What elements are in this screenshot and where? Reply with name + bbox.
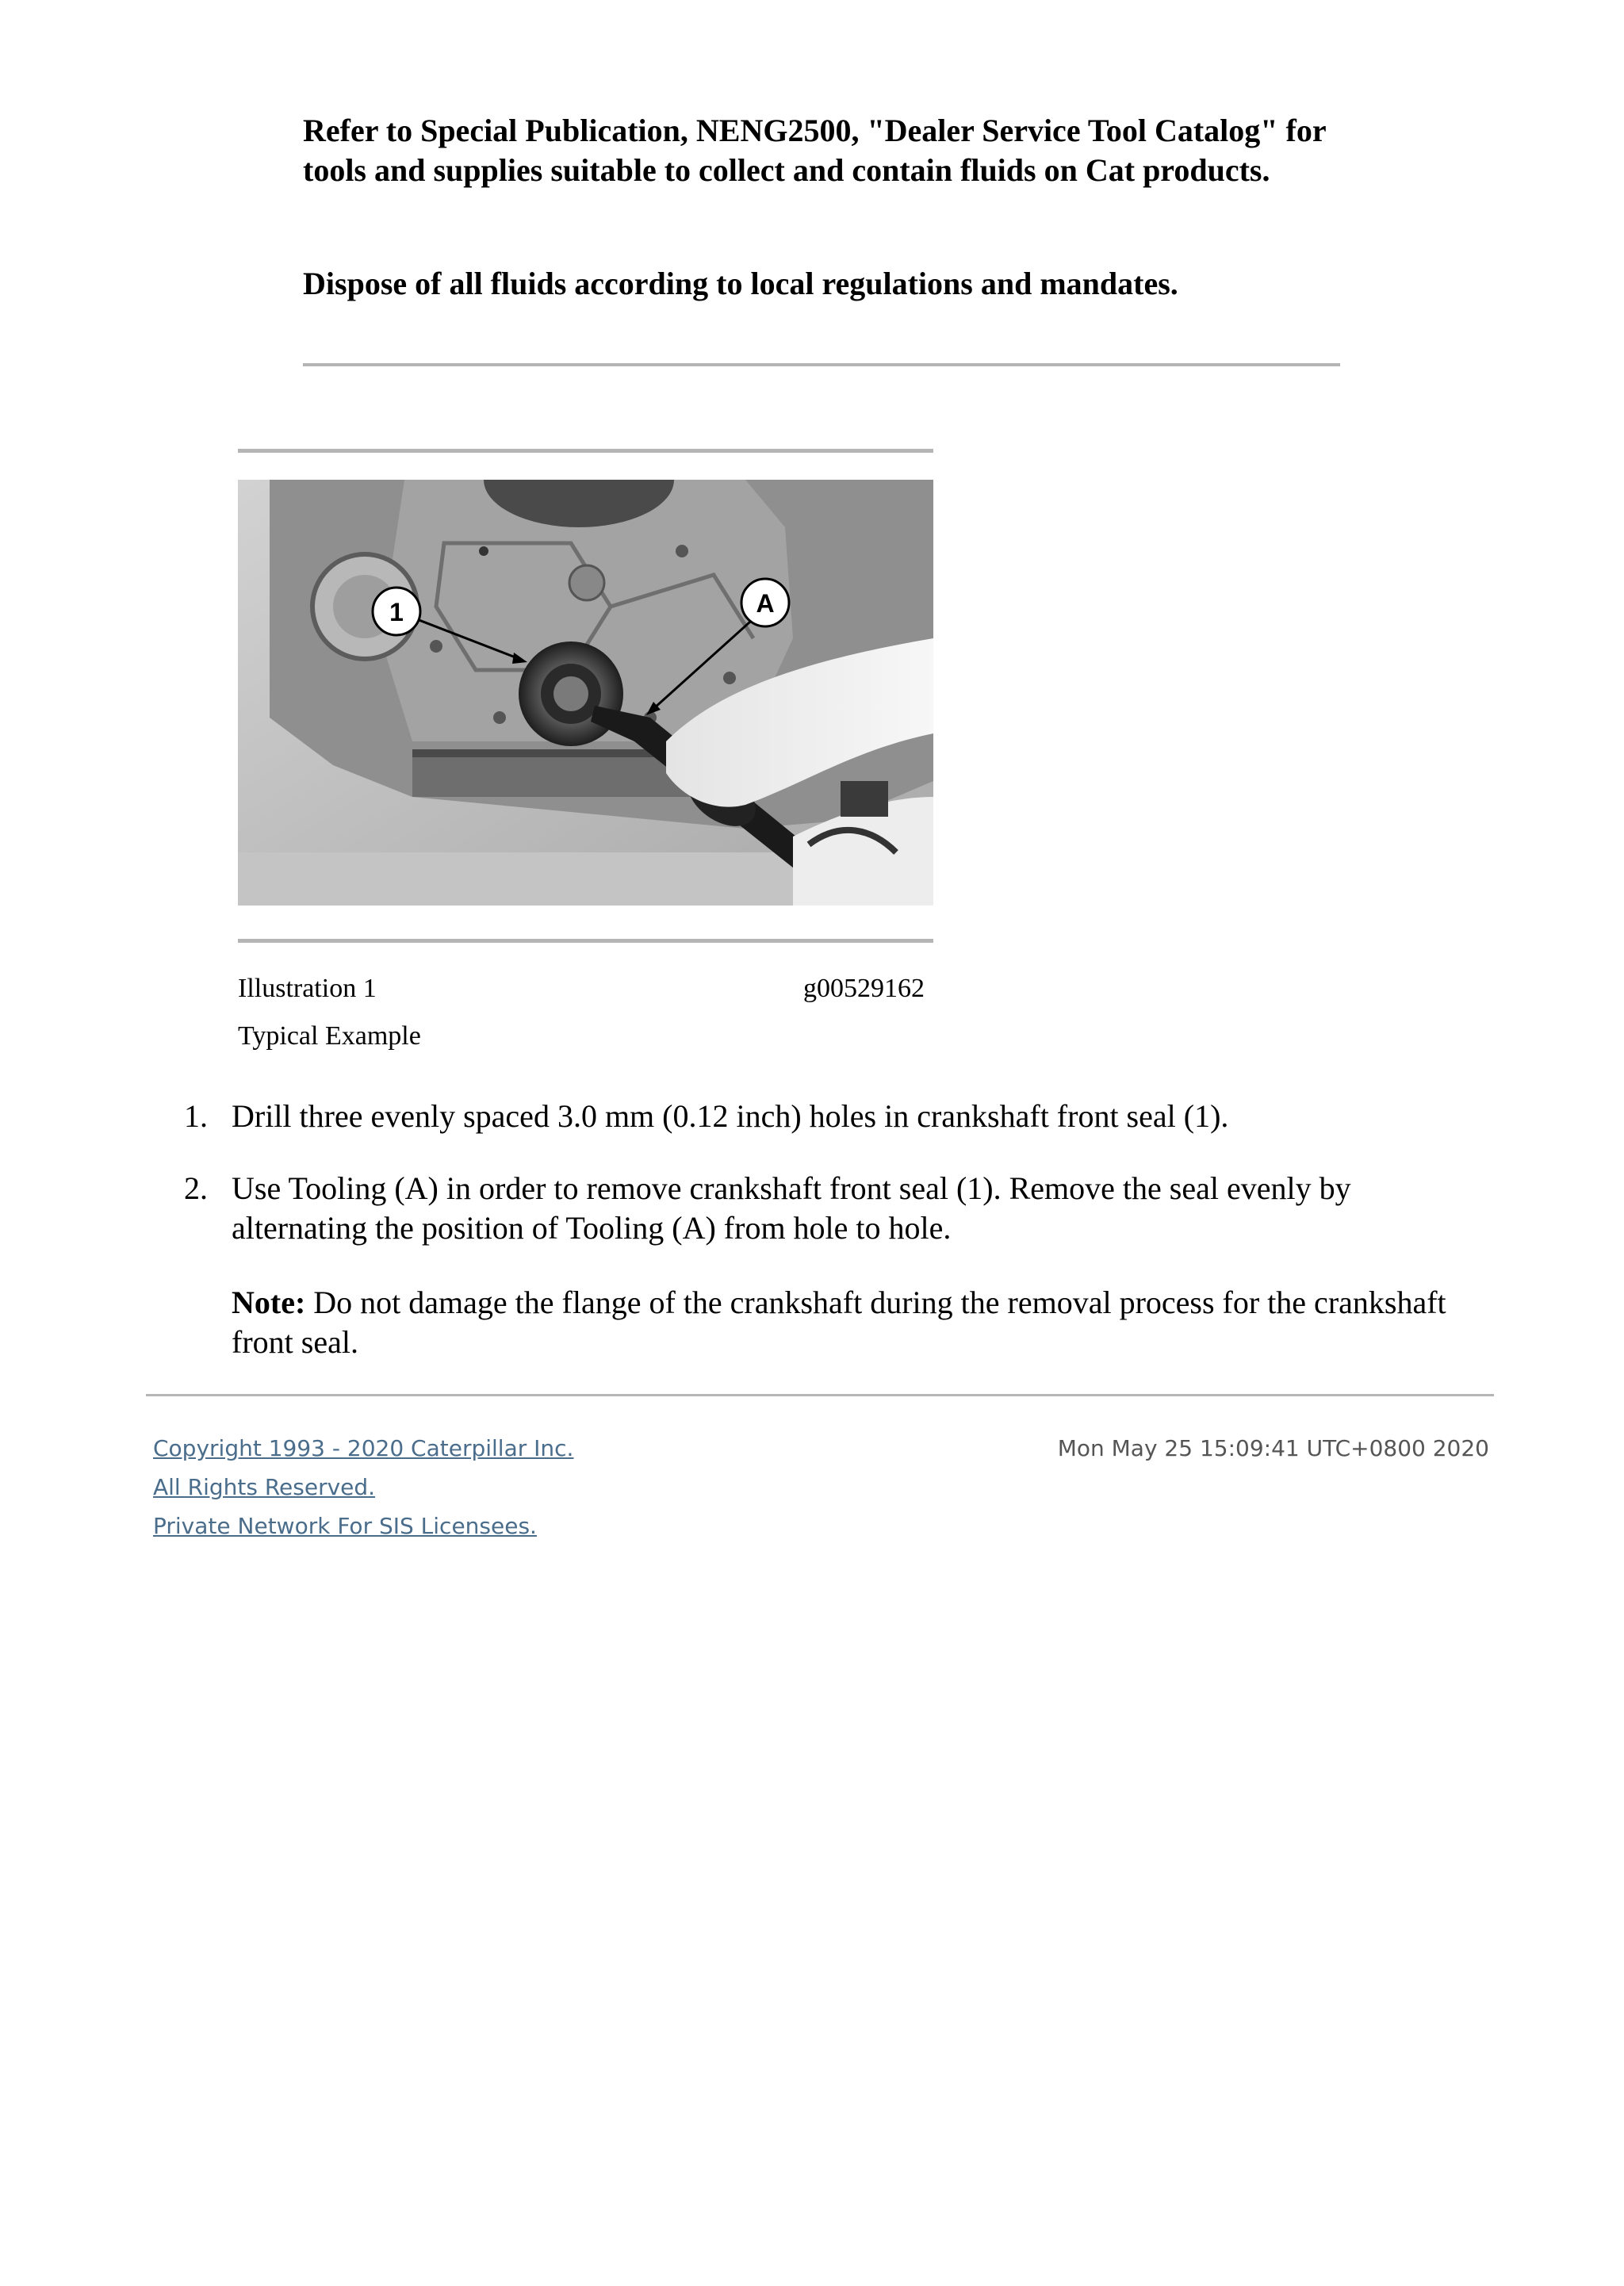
figure-bottom-rule [238, 939, 933, 943]
warning-paragraph-tools: Refer to Special Publication, NENG2500, "Dealer Service Tool Catalog" for tools and supplies suitable to collect and contain fluids on Cat products. [303, 113, 1326, 188]
note-paragraph [232, 1283, 1477, 1362]
step-text: Drill three evenly spaced 3.0 mm (0.12 inch) holes in crankshaft front seal (1). [232, 1098, 1229, 1134]
warning-paragraph-dispose: Dispose of all fluids according to local regulations and mandates. [303, 266, 1178, 301]
footer-timestamp: Mon May 25 15:09:41 UTC+0800 2020 [1057, 1435, 1489, 1461]
callout-a: A [756, 589, 775, 618]
step-number: 2. [184, 1170, 208, 1206]
illustration-crankshaft-seal-removal [238, 480, 933, 906]
copyright-link[interactable]: Copyright 1993 - 2020 Caterpillar Inc. [153, 1435, 574, 1461]
illustration-caption: Typical Example [238, 1021, 421, 1051]
illustration-label: Illustration 1 [238, 974, 377, 1003]
step-number: 1. [184, 1098, 208, 1134]
note-label: Note: [232, 1285, 306, 1320]
step-text: Use Tooling (A) in order to remove crankshaft front seal (1). Remove the seal evenly by alternating the position of Tooling (A) from hole to hole. [232, 1170, 1351, 1246]
warning-divider [303, 363, 1340, 366]
illustration-id: g00529162 [803, 974, 925, 1003]
note-text: Do not damage the flange of the crankshaft during the removal process for the crankshaft front seal. [232, 1285, 1446, 1360]
private-network-link[interactable]: Private Network For SIS Licensees. [153, 1513, 537, 1539]
figure-top-rule [238, 449, 933, 453]
footer-divider [146, 1394, 1494, 1396]
callout-1: 1 [389, 598, 404, 626]
rights-link[interactable]: All Rights Reserved. [153, 1474, 376, 1500]
